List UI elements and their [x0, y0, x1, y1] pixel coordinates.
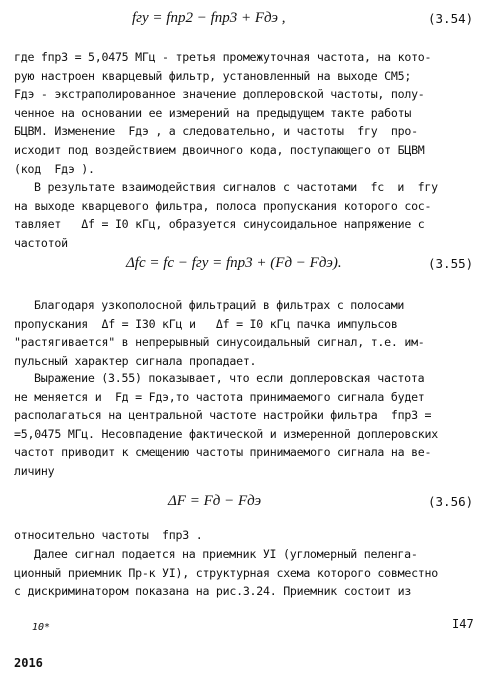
equation-number: (3.56) — [428, 494, 474, 509]
text-line: пропускания Δf = I30 кГц и Δf = I0 кГц пачка импульсов — [14, 316, 398, 331]
text-line: Благодаря узкополосной фильтраций в фильтрах с полосами — [34, 298, 405, 312]
text-line: В результате взаимодействия сигналов с частотами fс и fгу — [34, 180, 438, 194]
text-line: (код Fдэ ). — [14, 161, 95, 176]
equation-3-54 — [0, 10, 500, 36]
text-line: частот приводит к смещению частоты принимаемого сигнала на ве- — [14, 445, 432, 460]
equation-formula: ΔF = Fд − Fдэ — [168, 493, 262, 509]
paragraph-interaction — [14, 178, 489, 252]
text-line: тавляет Δf = I0 кГц, образуется синусоидальное напряжение с — [14, 217, 425, 232]
equation-number: (3.54) — [428, 11, 474, 26]
paragraph-filtration — [14, 296, 489, 370]
equation-formula: fгу = fпр2 − fпр3 + Fдэ , — [132, 10, 286, 26]
text-line: не меняется и Fд = Fдэ,то частота принимаемого сигнала будет — [14, 389, 425, 404]
text-line: личину — [14, 463, 55, 478]
equation-3-55 — [0, 255, 500, 281]
text-line: БЦВМ. Изменение Fдэ , а следовательно, и частоты fгу про- — [14, 124, 418, 139]
page-number: I47 — [452, 617, 474, 631]
paragraph-expression — [14, 369, 489, 481]
text-line: Далее сигнал подается на приемник УI (угломерный пеленга- — [34, 547, 418, 561]
bottom-number: 2016 — [14, 656, 43, 670]
text-line: ченное на основании ее измерений на предыдущем такте работы — [14, 105, 412, 120]
equation-number: (3.55) — [428, 256, 474, 271]
text-line: ционный приемник Пр-к УI), структурная схема которого совместно — [14, 565, 438, 580]
text-line: где fпр3 = 5,0475 МГц - третья промежуточная частота, на кото- — [14, 50, 432, 64]
paragraph-relative — [14, 526, 489, 545]
equation-3-56 — [0, 493, 500, 519]
text-line: на выходе кварцевого фильтра, полоса пропускания которого сос- — [14, 198, 432, 213]
text-line: с дискриминатором показана на рис.3.24. Приемник состоит из — [14, 584, 412, 599]
paragraph-definitions — [14, 48, 489, 178]
text-line: рую настроен кварцевый фильтр, установленный на выходе СМ5; — [14, 68, 412, 83]
text-line: располагаться на центральной частоте настройки фильтра fпр3 = — [14, 408, 432, 423]
text-line: "растягивается" в непрерывный синусоидальный сигнал, т.е. им- — [14, 335, 425, 350]
text-line: относительно частоты fпр3 . — [14, 528, 203, 542]
equation-formula: Δfс = fс − fгу = fпр3 + (Fд − Fдэ). — [126, 255, 342, 271]
text-line: пульсный характер сигнала пропадает. — [14, 353, 257, 368]
text-line: частотой — [14, 235, 68, 250]
sheet-mark: 10* — [32, 622, 51, 633]
text-line: Fдэ - экстраполированное значение доплеровской частоты, полу- — [14, 87, 425, 102]
text-line: =5,0475 МГц. Несовпадение фактической и измеренной доплеровских — [14, 426, 438, 441]
text-line: Выражение (3.55) показывает, что если доплеровская частота — [34, 371, 425, 385]
paragraph-receiver — [14, 545, 489, 601]
text-line: исходит под воздействием двоичного кода, поступающего от БЦВМ — [14, 142, 425, 157]
